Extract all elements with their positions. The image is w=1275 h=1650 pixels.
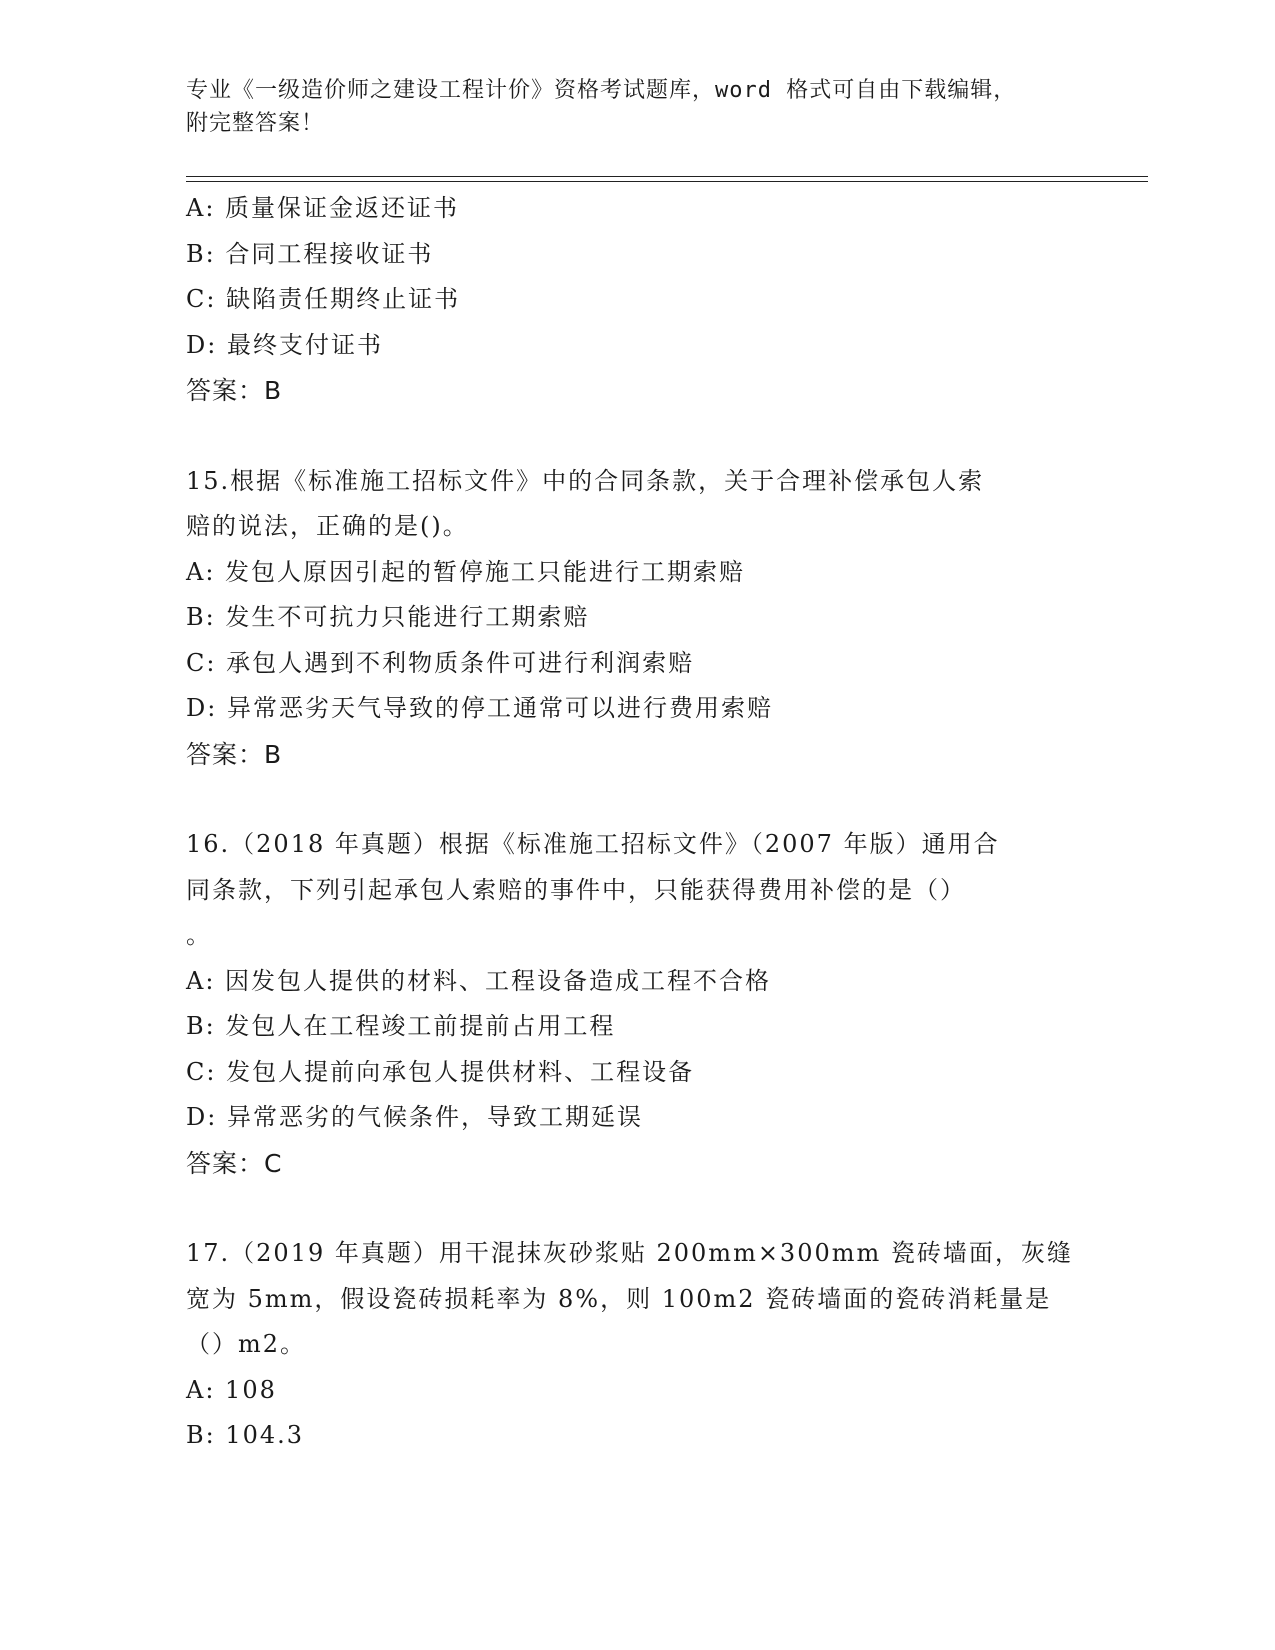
- question-stem-line: 。: [186, 921, 212, 949]
- header-divider-bottom: [186, 181, 1148, 182]
- option-b: B: 合同工程接收证书: [186, 239, 434, 268]
- question-stem-line: （）m2。: [186, 1330, 307, 1358]
- option-a: A: 因发包人提供的材料、工程设备造成工程不合格: [186, 966, 772, 995]
- question-14-options: [186, 186, 1086, 414]
- option-d: D: 异常恶劣天气导致的停工通常可以进行费用索赔: [186, 694, 773, 722]
- option-a: A: 发包人原因引起的暂停施工只能进行工期索赔: [186, 557, 746, 586]
- question-stem-line: 16.（2018 年真题）根据《标准施工招标文件》（2007 年版）通用合: [186, 830, 1000, 858]
- question-gap: [186, 777, 1086, 822]
- header-line-2: 附完整答案！: [186, 111, 325, 136]
- question-stem-line: 17.（2019 年真题）用干混抹灰砂浆贴 200mm×300mm 瓷砖墙面，灰缝: [186, 1239, 1073, 1267]
- answer-line: 答案：C: [186, 1148, 283, 1178]
- option-c: C: 发包人提前向承包人提供材料、工程设备: [186, 1057, 695, 1086]
- document-header: [186, 74, 1086, 140]
- question-15: [186, 459, 1086, 778]
- answer-line: 答案：B: [186, 376, 283, 405]
- option-d: D: 最终支付证书: [186, 330, 383, 359]
- option-b: B: 发生不可抗力只能进行工期索赔: [186, 603, 590, 631]
- option-b: B: 104.3: [186, 1421, 305, 1449]
- question-stem-line: 同条款，下列引起承包人索赔的事件中，只能获得费用补偿的是（）: [186, 875, 966, 904]
- option-b: B: 发包人在工程竣工前提前占用工程: [186, 1012, 616, 1040]
- question-gap: [186, 414, 1086, 459]
- option-c: C: 缺陷责任期终止证书: [186, 285, 461, 313]
- question-17: [186, 1231, 1086, 1459]
- option-d: D: 异常恶劣的气候条件，导致工期延误: [186, 1103, 643, 1131]
- option-a: A: 108: [186, 1375, 277, 1404]
- option-a: A: 质量保证金返还证书: [186, 194, 460, 222]
- option-c: C: 承包人遇到不利物质条件可进行利润索赔: [186, 648, 695, 677]
- question-gap: [186, 1186, 1086, 1231]
- question-16: [186, 822, 1086, 1186]
- question-content: [186, 186, 1086, 1459]
- question-stem-line: 15.根据《标准施工招标文件》中的合同条款，关于合理补偿承包人索: [186, 466, 985, 495]
- header-divider-top: [186, 176, 1148, 177]
- question-stem-line: 宽为 5mm，假设瓷砖损耗率为 8%，则 100m2 瓷砖墙面的瓷砖消耗量是: [186, 1284, 1052, 1313]
- header-line-1: 专业《一级造价师之建设工程计价》资格考试题库，word 格式可自由下载编辑，: [186, 78, 1017, 103]
- question-stem-line: 赔的说法，正确的是()。: [186, 512, 469, 540]
- answer-line: 答案：B: [186, 739, 283, 769]
